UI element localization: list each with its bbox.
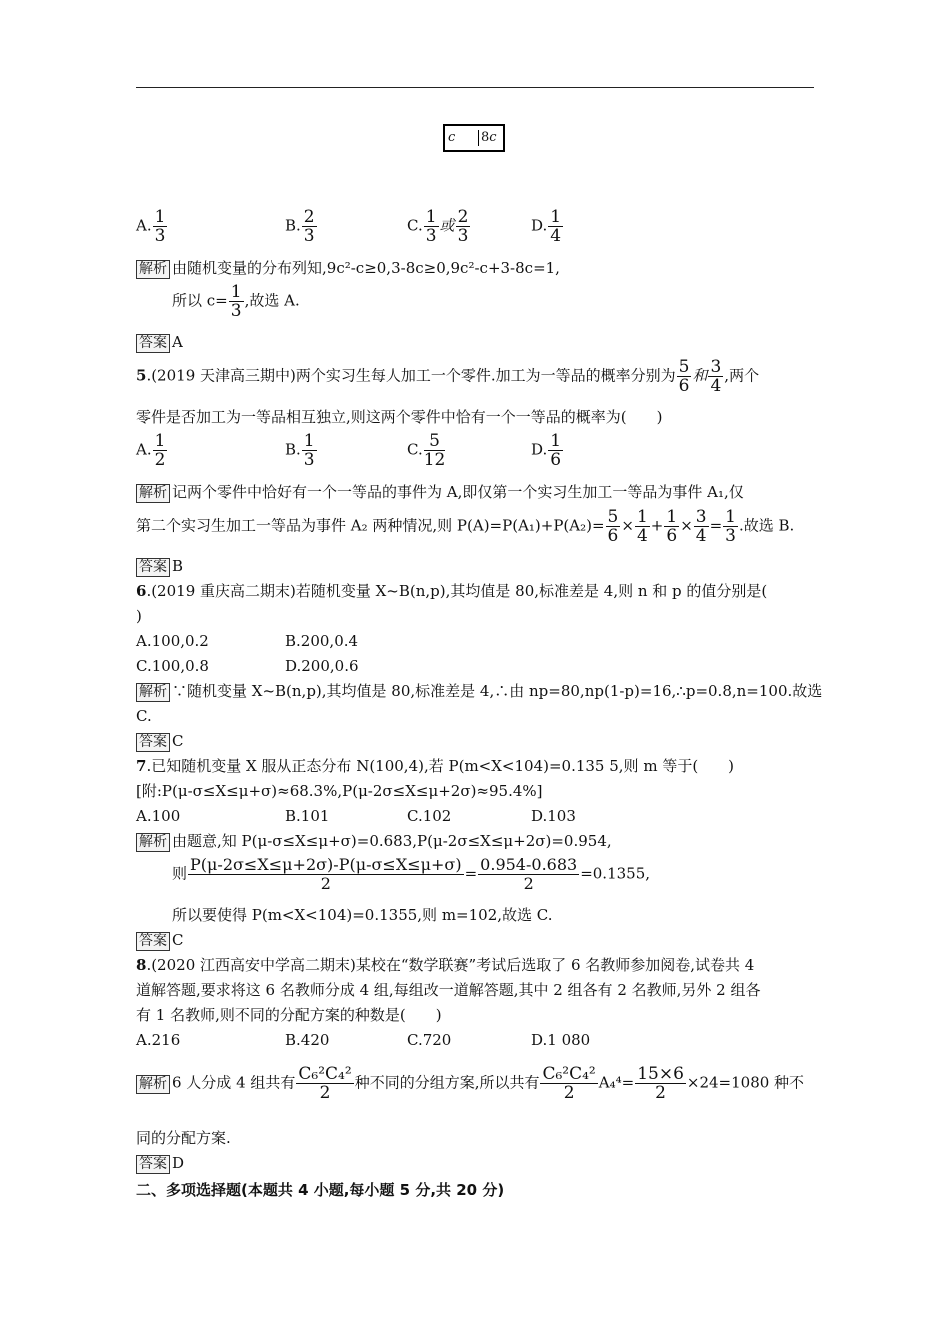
q8-jiexi-line2: 同的分配方案. xyxy=(136,1129,231,1147)
q8-jiexi: 解析 6 人分成 4 组共有 $\frac{\text{C₆²C₄²}}{2}$ 种不同的分组方案,所以共有 $\frac{\text{C₆²C₄²}}{2}$ A₄⁴= $\frac{15\times 6}{2}$ ×24=1080 种不 xyxy=(136,1065,804,1102)
q6-jiexi-line2: C. xyxy=(136,707,152,725)
q8-stem-line2: 道解答题,要求将这 6 名教师分成 4 组,每组改一道解答题,其中 2 组各有 2 名教师,另外 2 组各 xyxy=(136,981,761,999)
q4-jiexi: 解析 由随机变量的分布列知,9c²-c≥0,3-8c≥0,9c²-c+3-8c=1, xyxy=(136,258,560,279)
q5-option-c: C. $\frac{5}{12}$ xyxy=(407,431,446,470)
q5-answer: 答案 B xyxy=(136,556,183,577)
distribution-table xyxy=(443,124,505,152)
q8-answer: 答案 D xyxy=(136,1153,184,1174)
q6-stem-line2: ) xyxy=(136,607,142,625)
q5-jiexi: 解析 记两个零件中恰好有一个一等品的事件为 A,即仅第一个实习生加工一等品为事件 A₁,仅 xyxy=(136,482,744,503)
q6-option-a: A.100,0.2 xyxy=(136,632,209,650)
q6-answer: 答案 C xyxy=(136,731,183,752)
q4-jiexi-line2: 所以 c= $\frac{1}{3}$ ,故选 A. xyxy=(172,282,300,321)
table-cell-c: c xyxy=(448,130,479,146)
jiexi-tag: 解析 xyxy=(136,833,170,852)
q7-option-c: C.102 xyxy=(407,807,452,825)
q7-option-b: B.101 xyxy=(285,807,330,825)
q8-option-a: A.216 xyxy=(136,1031,181,1049)
section-heading-multiple-choice: 二、多项选择题(本题共 4 小题,每小题 5 分,共 20 分) xyxy=(136,1181,505,1199)
q7-jiexi: 解析 由题意,知 P(μ-σ≤X≤μ+σ)=0.683,P(μ-2σ≤X≤μ+2σ)=0.954, xyxy=(136,831,612,852)
q7-stem-line2: [附:P(μ-σ≤X≤μ+σ)≈68.3%,P(μ-2σ≤X≤μ+2σ)≈95.4%] xyxy=(136,782,543,800)
q8-option-b: B.420 xyxy=(285,1031,330,1049)
answer-tag: 答案 xyxy=(136,1155,170,1174)
q8-option-d: D.1 080 xyxy=(531,1031,591,1049)
q7-option-a: A.100 xyxy=(136,807,181,825)
q7-jiexi-line3: 所以要使得 P(m<X<104)=0.1355,则 m=102,故选 C. xyxy=(172,906,553,924)
q6-jiexi: 解析 ∵随机变量 X~B(n,p),其均值是 80,标准差是 4,∴由 np=80,np(1-p)=16,∴p=0.8,n=100.故选 xyxy=(136,681,822,702)
q5-option-b: B. $\frac{1}{3}$ xyxy=(285,431,315,470)
q5-jiexi-line2: 第二个实习生加工一等品为事件 A₂ 两种情况,则 P(A)=P(A₁)+P(A₂)= $\frac{5}{6}$ × $\frac{1}{4}$ + $\frac{1}{6}$ × $\frac{3}{4}$ = $\frac{1}{3}$ .故选 B. xyxy=(136,507,795,546)
q4-option-d: D. $\frac{1}{4}$ xyxy=(531,207,562,246)
q5-option-d: D. $\frac{1}{6}$ xyxy=(531,431,562,470)
q4-option-b: B. $\frac{2}{3}$ xyxy=(285,207,315,246)
q8-option-c: C.720 xyxy=(407,1031,452,1049)
jiexi-tag: 解析 xyxy=(136,260,170,279)
table-cell-8c: 8c xyxy=(481,130,497,145)
q6-stem: 6.(2019 重庆高二期末)若随机变量 X~B(n,p),其均值是 80,标准差是 4,则 n 和 p 的值分别是( xyxy=(136,582,768,600)
q5-stem-line2: 零件是否加工为一等品相互独立,则这两个零件中恰有一个一等品的概率为( ) xyxy=(136,408,663,426)
q6-option-d: D.200,0.6 xyxy=(285,657,359,675)
answer-tag: 答案 xyxy=(136,558,170,577)
q5-option-a: A. $\frac{1}{2}$ xyxy=(136,431,166,470)
q7-stem: 7.已知随机变量 X 服从正态分布 N(100,4),若 P(m<X<104)=0.135 5,则 m 等于( ) xyxy=(136,757,735,775)
jiexi-tag: 解析 xyxy=(136,1075,170,1094)
q8-stem: 8.(2020 江西高安中学高二期末)某校在“数学联赛”考试后选取了 6 名教师参加阅卷,试卷共 4 xyxy=(136,956,755,974)
q4-answer: 答案 A xyxy=(136,332,183,353)
jiexi-tag: 解析 xyxy=(136,683,170,702)
q6-option-b: B.200,0.4 xyxy=(285,632,359,650)
q8-stem-line3: 有 1 名教师,则不同的分配方案的种数是( ) xyxy=(136,1006,442,1024)
q7-answer: 答案 C xyxy=(136,930,183,951)
answer-tag: 答案 xyxy=(136,733,170,752)
q4-option-c: C. $\frac{1}{3}$ 或 $\frac{2}{3}$ xyxy=(407,207,469,246)
q7-jiexi-line2: 则 $\frac{P(\mu-2\sigma\le X\le\mu+2\sigma)-P(\mu-\sigma\le X\le\mu+\sigma)}{2}$ = $\frac{0.954-0.683}{2}$ =0.1355, xyxy=(172,855,651,893)
q5-stem: 5.(2019 天津高三期中)两个实习生每人加工一个零件.加工为一等品的概率分别为 $\frac{5}{6}$ 和 $\frac{3}{4}$ ,两个 xyxy=(136,357,760,396)
answer-tag: 答案 xyxy=(136,932,170,951)
answer-tag: 答案 xyxy=(136,334,170,353)
jiexi-tag: 解析 xyxy=(136,484,170,503)
q6-option-c: C.100,0.8 xyxy=(136,657,209,675)
header-rule xyxy=(136,87,814,88)
q7-option-d: D.103 xyxy=(531,807,576,825)
q4-option-a: A. $\frac{1}{3}$ xyxy=(136,207,166,246)
